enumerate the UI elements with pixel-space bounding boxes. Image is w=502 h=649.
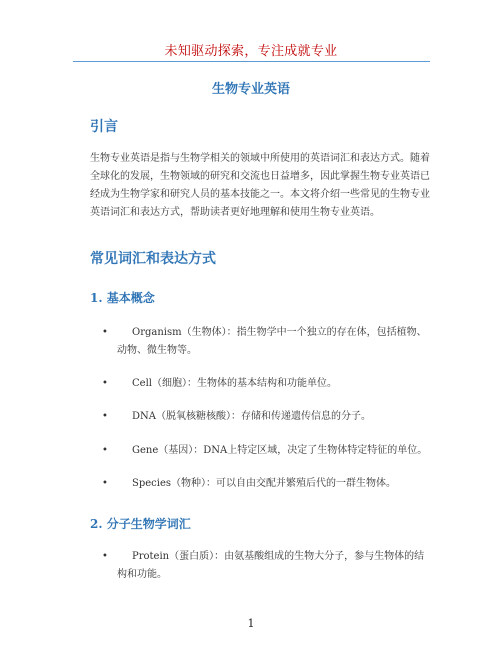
document-title: 生物专业英语 <box>211 82 290 97</box>
bullet-icon: • <box>102 378 108 389</box>
list-item-text: DNA（脱氧核糖核酸）：存储和传递遗传信息的分子。 <box>132 411 371 422</box>
list-item <box>102 475 432 493</box>
list-item-text: Gene（基因）：DNA上特定区域，决定了生物体特定特征的单位。 <box>132 445 428 456</box>
page-header: 未知驱动探索，专注成就专业 <box>164 44 338 59</box>
page-number: 1 <box>247 617 255 630</box>
list-item <box>102 408 432 426</box>
bullet-icon: • <box>102 327 108 338</box>
list-item <box>102 442 432 460</box>
list-item <box>102 375 432 393</box>
intro-heading: 引言 <box>90 119 118 135</box>
intro-paragraph: 生物专业英语是指与生物学相关的领域中所使用的英语词汇和表达方式。随着全球化的发展，生物领域的研究和交流也日益增多，因此掌握生物专业英语已经成为生物学家和研究人员的基本技能之一。本文将介绍一些常见的生物专业英语词汇和表达方式，帮助读者更好地理解和使用生物专业英语。 <box>90 153 430 218</box>
list-item-text-continued: 构和功能。 <box>117 569 167 580</box>
bullet-icon: • <box>102 478 108 489</box>
bullet-icon: • <box>102 445 108 456</box>
subsection-heading-basic-concepts: 1. 基本概念 <box>90 291 155 305</box>
header-divider <box>73 61 430 62</box>
list-item-text: Organism（生物体）：指生物学中一个独立的存在体，包括植物、 <box>132 327 427 338</box>
list-item <box>102 548 432 584</box>
section-heading: 常见词汇和表达方式 <box>90 251 216 267</box>
list-item-text: Protein（蛋白质）：由氨基酸组成的生物大分子，参与生物体的结 <box>132 551 425 562</box>
list-item <box>102 324 432 360</box>
list-item-text: Species（物种）：可以自由交配并繁殖后代的一群生物体。 <box>132 478 397 489</box>
list-item-text: Cell（细胞）：生物体的基本结构和功能单位。 <box>132 378 337 389</box>
subsection-heading-molecular-biology: 2. 分子生物学词汇 <box>90 517 191 531</box>
bullet-icon: • <box>102 551 108 562</box>
bullet-icon: • <box>102 411 108 422</box>
list-item-text-continued: 动物、微生物等。 <box>117 345 197 356</box>
